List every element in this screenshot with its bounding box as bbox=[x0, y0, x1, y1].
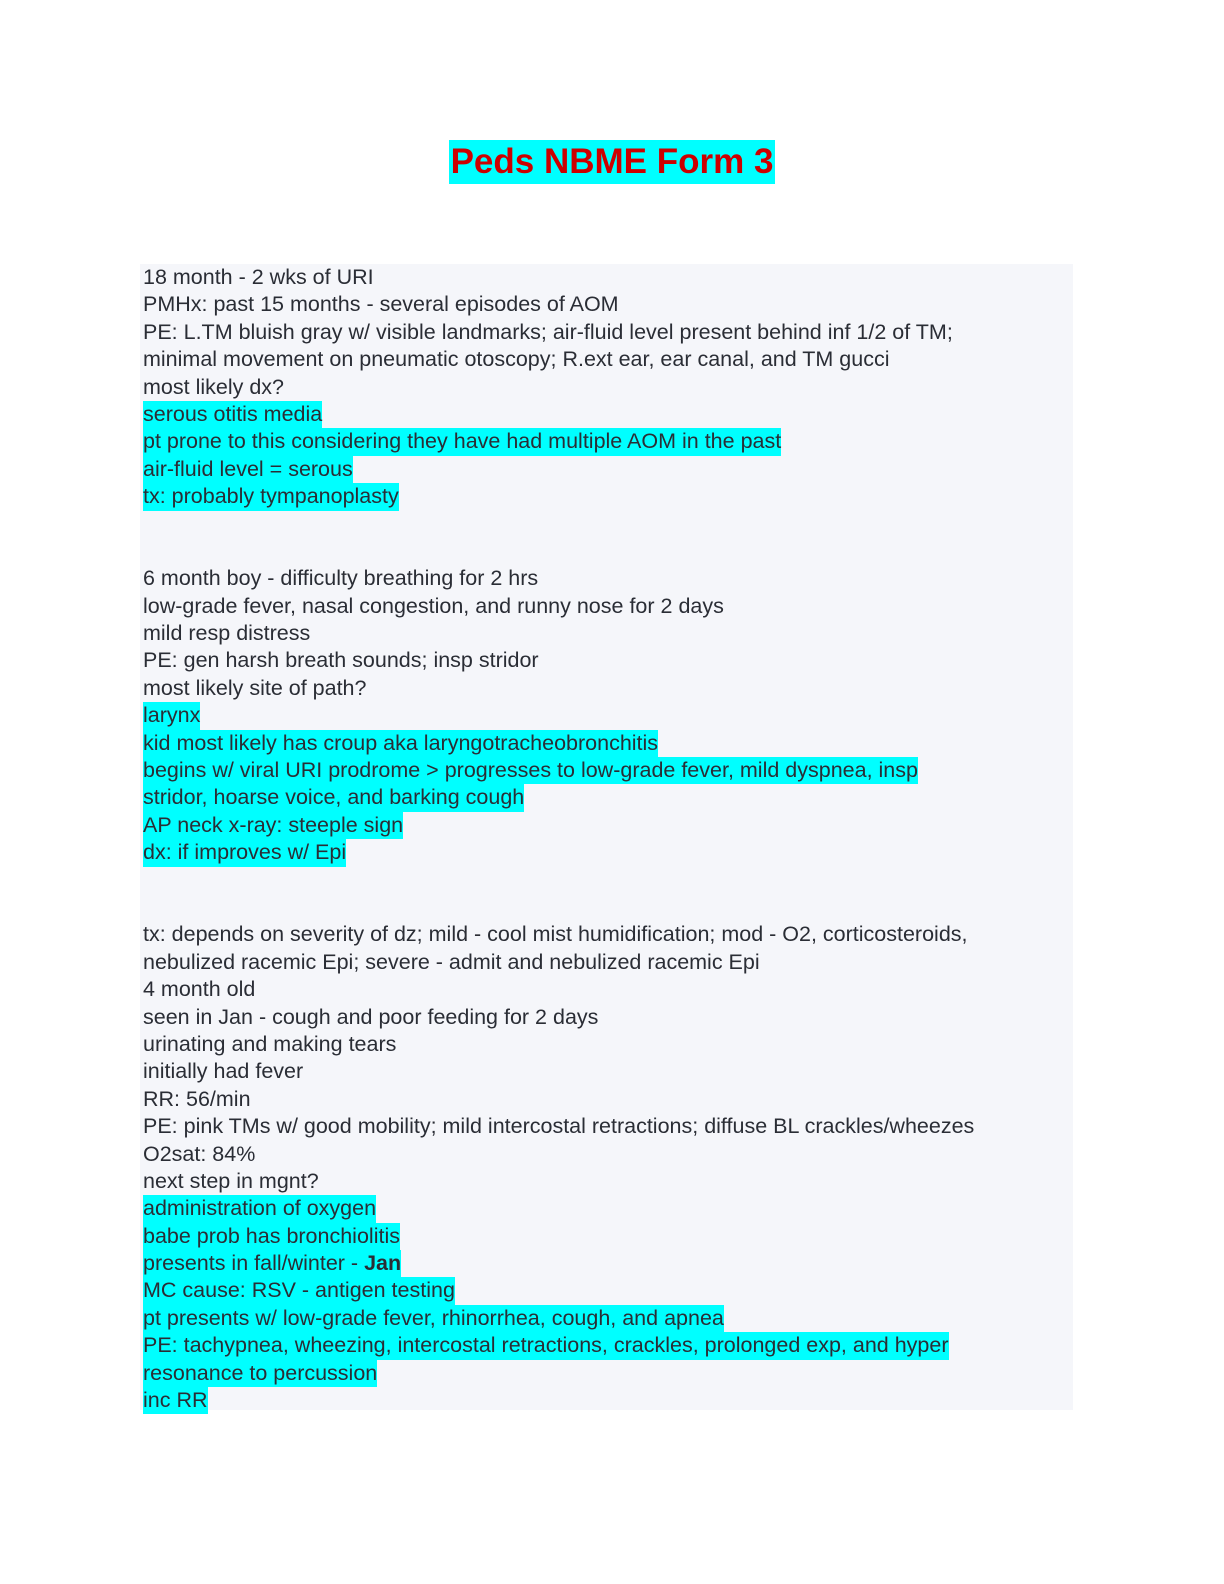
highlighted-text: administration of oxygen bbox=[143, 1195, 376, 1222]
highlighted-text: PE: tachypnea, wheezing, intercostal retractions, crackles, prolonged exp, and hyper bbox=[143, 1332, 949, 1359]
blank-line bbox=[143, 867, 1071, 894]
note-line bbox=[143, 1004, 1071, 1031]
note-line bbox=[143, 264, 1071, 291]
note-line bbox=[143, 1360, 1071, 1387]
highlighted-text: pt presents w/ low-grade fever, rhinorrhea, cough, and apnea bbox=[143, 1305, 724, 1332]
note-line bbox=[143, 1058, 1071, 1085]
highlighted-text: tx: probably tympanoplasty bbox=[143, 483, 399, 510]
note-line bbox=[143, 456, 1071, 483]
note-text: PE: L.TM bluish gray w/ visible landmarks; air-fluid level present behind inf 1/2 of TM; bbox=[143, 319, 953, 344]
highlighted-text: resonance to percussion bbox=[143, 1360, 377, 1387]
note-text: urinating and making tears bbox=[143, 1031, 397, 1056]
note-line bbox=[143, 620, 1071, 647]
note-text: 4 month old bbox=[143, 977, 256, 1002]
note-line bbox=[143, 976, 1071, 1003]
note-line bbox=[143, 291, 1071, 318]
note-line bbox=[143, 319, 1071, 346]
blank-line bbox=[143, 894, 1071, 921]
notes-block bbox=[140, 264, 1073, 1413]
note-text: PE: gen harsh breath sounds; insp stridor bbox=[143, 648, 539, 673]
note-text: nebulized racemic Epi; severe - admit and nebulized racemic Epi bbox=[143, 949, 760, 974]
note-line bbox=[143, 921, 1071, 948]
document-title: Peds NBME Form 3 bbox=[449, 140, 776, 184]
note-text: PMHx: past 15 months - several episodes of AOM bbox=[143, 292, 619, 317]
bold-text: Jan bbox=[364, 1251, 402, 1276]
highlighted-text: AP neck x-ray: steeple sign bbox=[143, 812, 403, 839]
note-line bbox=[143, 593, 1071, 620]
note-text: 6 month boy - difficulty breathing for 2 hrs bbox=[143, 566, 539, 591]
note-text: seen in Jan - cough and poor feeding for 2 days bbox=[143, 1004, 599, 1029]
note-text: minimal movement on pneumatic otoscopy; R.ext ear, ear canal, and TM gucci bbox=[143, 347, 890, 372]
note-line bbox=[143, 1305, 1071, 1332]
notes-lines bbox=[143, 264, 1071, 1414]
note-line bbox=[143, 949, 1071, 976]
highlighted-text: dx: if improves w/ Epi bbox=[143, 839, 346, 866]
note-line bbox=[143, 702, 1071, 729]
note-line bbox=[143, 428, 1071, 455]
note-line bbox=[143, 565, 1071, 592]
note-text: PE: pink TMs w/ good mobility; mild intercostal retractions; diffuse BL crackles/wheezes bbox=[143, 1114, 975, 1139]
note-line bbox=[143, 401, 1071, 428]
note-text: low-grade fever, nasal congestion, and runny nose for 2 days bbox=[143, 593, 724, 618]
note-line bbox=[143, 1086, 1071, 1113]
highlighted-text: air-fluid level = serous bbox=[143, 456, 353, 483]
note-text: tx: depends on severity of dz; mild - cool mist humidification; mod - O2, corticosteroids, bbox=[143, 922, 968, 947]
note-line bbox=[143, 839, 1071, 866]
highlighted-text: inc RR bbox=[143, 1387, 208, 1414]
note-line bbox=[143, 346, 1071, 373]
blank-line bbox=[143, 538, 1071, 565]
note-text: most likely dx? bbox=[143, 374, 284, 399]
note-line bbox=[143, 1277, 1071, 1304]
note-line bbox=[143, 1195, 1071, 1222]
note-line bbox=[143, 1141, 1071, 1168]
note-text: O2sat: 84% bbox=[143, 1141, 256, 1166]
note-line bbox=[143, 675, 1071, 702]
note-line bbox=[143, 374, 1071, 401]
highlighted-text: stridor, hoarse voice, and barking cough bbox=[143, 784, 524, 811]
note-line bbox=[143, 483, 1071, 510]
note-line bbox=[143, 1332, 1071, 1359]
highlighted-text: kid most likely has croup aka laryngotracheobronchitis bbox=[143, 730, 658, 757]
note-line bbox=[143, 1223, 1071, 1250]
highlighted-text: babe prob has bronchiolitis bbox=[143, 1223, 400, 1250]
title-wrapper bbox=[0, 140, 1224, 184]
note-line bbox=[143, 730, 1071, 757]
note-line bbox=[143, 784, 1071, 811]
note-line bbox=[143, 1031, 1071, 1058]
blank-line bbox=[143, 511, 1071, 538]
note-line bbox=[143, 647, 1071, 674]
note-line bbox=[143, 1387, 1071, 1414]
note-text: 18 month - 2 wks of URI bbox=[143, 265, 374, 289]
highlighted-text: presents in fall/winter - Jan bbox=[143, 1250, 401, 1277]
note-line bbox=[143, 757, 1071, 784]
note-line bbox=[143, 1113, 1071, 1140]
note-line bbox=[143, 1168, 1071, 1195]
note-text: most likely site of path? bbox=[143, 675, 367, 700]
highlighted-text: begins w/ viral URI prodrome > progresses to low-grade fever, mild dyspnea, insp bbox=[143, 757, 918, 784]
note-text: initially had fever bbox=[143, 1059, 304, 1084]
highlighted-text: serous otitis media bbox=[143, 401, 322, 428]
highlighted-text: larynx bbox=[143, 702, 200, 729]
highlighted-text: pt prone to this considering they have had multiple AOM in the past bbox=[143, 428, 781, 455]
note-line bbox=[143, 1250, 1071, 1277]
note-text: RR: 56/min bbox=[143, 1086, 251, 1111]
note-text: next step in mgnt? bbox=[143, 1168, 319, 1193]
note-text: mild resp distress bbox=[143, 621, 311, 646]
note-line bbox=[143, 812, 1071, 839]
highlighted-text: MC cause: RSV - antigen testing bbox=[143, 1277, 455, 1304]
